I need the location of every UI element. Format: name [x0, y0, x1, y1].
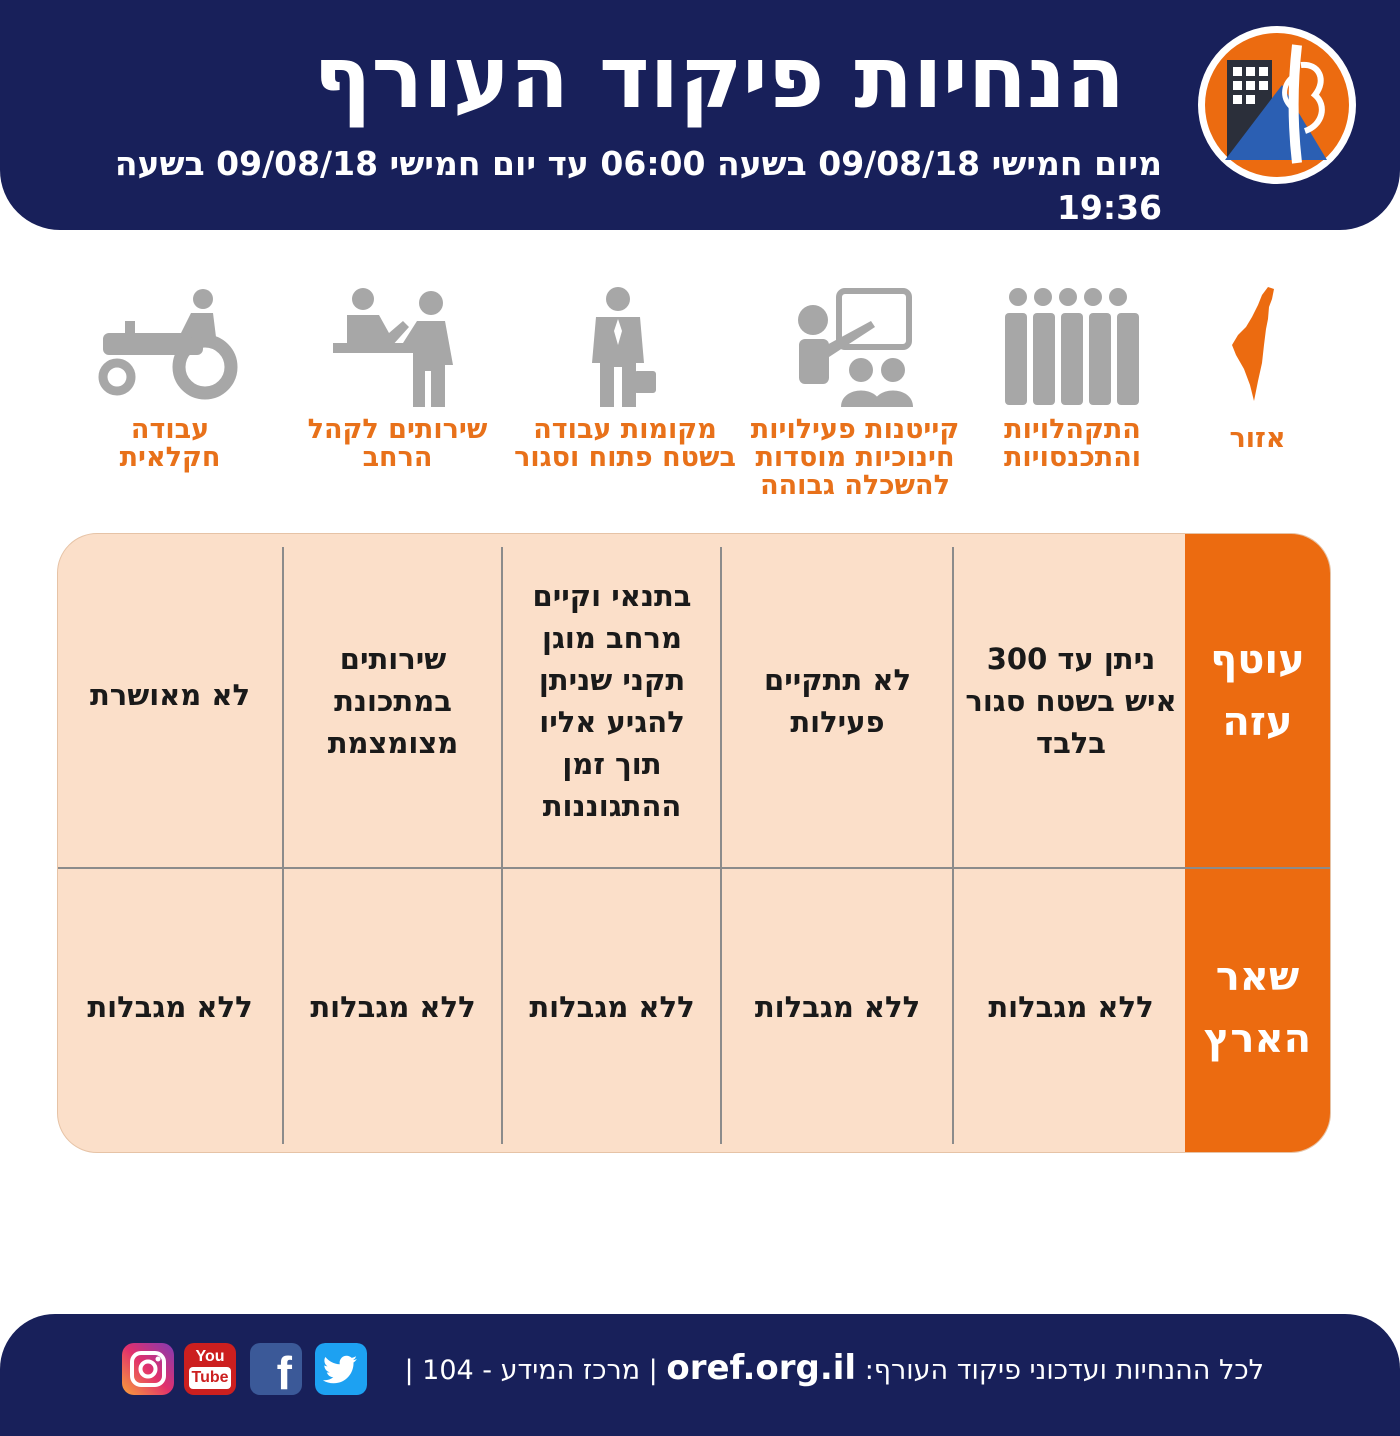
- column-header-education: [740, 285, 970, 500]
- cell-education: לא תתקיים פעילות: [764, 662, 911, 739]
- column-label-agriculture: עבודה חקלאית: [119, 414, 221, 473]
- cell-agriculture: לא מאושרת: [89, 678, 251, 712]
- cell-public-services: שירותים במתכונת מצומצמת: [327, 641, 459, 760]
- cell-gatherings: ניתן עד 300 איש בשטח סגור בלבד: [965, 641, 1177, 760]
- column-divider: [282, 547, 284, 1144]
- footer-separator: |: [404, 1355, 414, 1386]
- youtube-top-text: You: [195, 1348, 225, 1365]
- date-range: מיום חמישי 09/08/18 בשעה 06:00 עד יום חמישי 09/08/18 בשעה 19:36: [114, 144, 1162, 227]
- column-divider: [720, 547, 722, 1144]
- facebook-icon[interactable]: [250, 1343, 302, 1395]
- guidelines-table: [57, 533, 1331, 1153]
- cell-public-services: ללא מגבלות: [310, 989, 476, 1024]
- column-header-gatherings: [970, 285, 1175, 472]
- column-label-gatherings: התקהלויות והתכנסויות: [1003, 414, 1142, 473]
- tractor-icon: [95, 285, 245, 410]
- twitter-icon[interactable]: [315, 1343, 367, 1395]
- website-link[interactable]: oref.org.il: [666, 1348, 857, 1388]
- column-label-education: קייטנות פעילויות חינוכיות מוסדות להשכלה גבוהה: [750, 414, 960, 501]
- youtube-bottom-text: Tube: [189, 1367, 231, 1389]
- column-label-public-services: שירותים לקהל הרחב: [307, 414, 488, 473]
- column-header-agriculture: [80, 285, 260, 472]
- cell-workplaces: בתנאי וקיים מרחב מוגן תקני שניתן להגיע אליו תוך זמן ההתגוננות: [532, 578, 692, 823]
- cell-workplaces: ללא מגבלות: [529, 989, 695, 1024]
- page-title: הנחיות פיקוד העורף: [313, 28, 1125, 128]
- cell-gatherings: ללא מגבלות: [988, 989, 1154, 1024]
- region-label-rest-of-country: שאר הארץ: [1203, 954, 1312, 1062]
- region-label-gaza-envelope: עוטף עזה: [1210, 637, 1305, 745]
- facebook-letter: f: [276, 1347, 292, 1395]
- israel-map-icon: [1228, 285, 1288, 405]
- column-header-region: [1200, 285, 1315, 453]
- column-header-public-services: [290, 285, 505, 472]
- footer-caption: לכל ההנחיות ועדכוני פיקוד העורף:: [864, 1355, 1264, 1386]
- service-counter-icon: [333, 285, 463, 410]
- businessman-icon: [590, 285, 660, 410]
- footer-info: [404, 1346, 1264, 1393]
- youtube-icon[interactable]: [184, 1343, 236, 1395]
- column-divider: [501, 547, 503, 1144]
- column-header-workplaces: [510, 285, 740, 472]
- cell-education: ללא מגבלות: [754, 989, 921, 1024]
- crowd-icon: [993, 285, 1153, 410]
- instagram-icon[interactable]: [122, 1343, 174, 1395]
- column-label-region: אזור: [1229, 423, 1286, 454]
- column-label-workplaces: מקומות עבודה בשטח פתוח וסגור: [514, 414, 736, 473]
- home-front-command-logo-icon: [1197, 25, 1357, 185]
- footer-separator: |: [640, 1355, 658, 1386]
- info-center: מרכז המידע - 104: [422, 1355, 641, 1386]
- classroom-icon: [793, 285, 918, 410]
- column-divider: [952, 547, 954, 1144]
- cell-agriculture: ללא מגבלות: [87, 989, 253, 1024]
